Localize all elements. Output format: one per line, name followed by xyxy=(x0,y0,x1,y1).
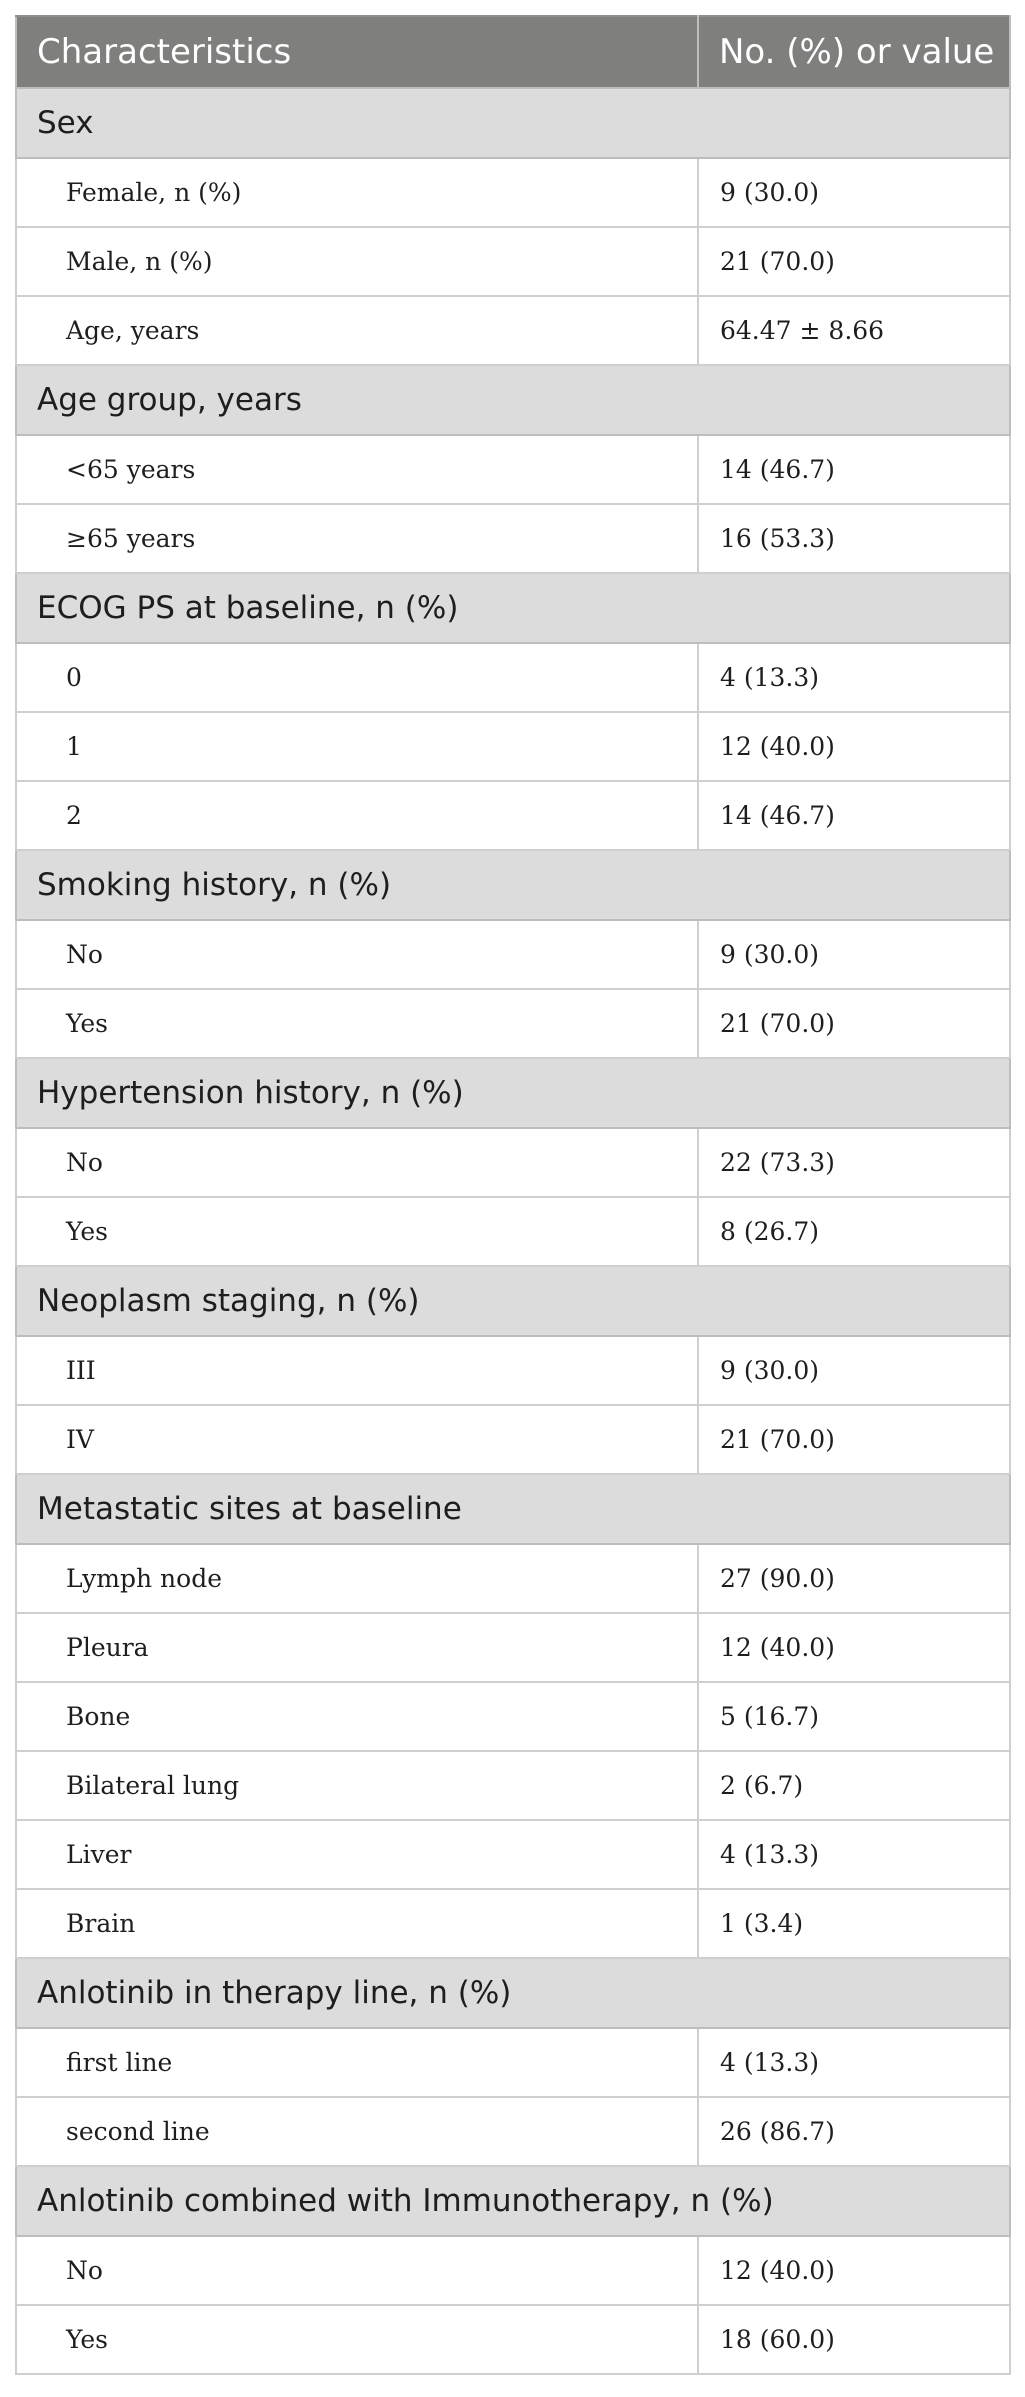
group-title: Metastatic sites at baseline xyxy=(16,1474,1010,1544)
table-row xyxy=(16,435,1010,504)
row-value: 12 (40.0) xyxy=(698,712,1010,781)
table-body xyxy=(16,88,1010,2374)
row-label: III xyxy=(16,1336,698,1405)
group-row xyxy=(16,1266,1010,1336)
row-value: 2 (6.7) xyxy=(698,1751,1010,1820)
row-value: 21 (70.0) xyxy=(698,989,1010,1058)
row-value: 21 (70.0) xyxy=(698,227,1010,296)
table-row xyxy=(16,781,1010,850)
table-row xyxy=(16,1544,1010,1613)
table-row xyxy=(16,1613,1010,1682)
table-row xyxy=(16,1820,1010,1889)
group-row xyxy=(16,1958,1010,2028)
group-row xyxy=(16,573,1010,643)
table-row xyxy=(16,643,1010,712)
row-label: Female, n (%) xyxy=(16,158,698,227)
table-header-row xyxy=(16,16,1010,88)
row-value: 26 (86.7) xyxy=(698,2097,1010,2166)
row-label: 0 xyxy=(16,643,698,712)
table-row xyxy=(16,2236,1010,2305)
table-row xyxy=(16,158,1010,227)
row-value: 9 (30.0) xyxy=(698,1336,1010,1405)
characteristics-table-container xyxy=(15,15,1009,2375)
row-value: 5 (16.7) xyxy=(698,1682,1010,1751)
group-title: Anlotinib in therapy line, n (%) xyxy=(16,1958,1010,2028)
group-row xyxy=(16,1058,1010,1128)
row-label: Yes xyxy=(16,989,698,1058)
table-row xyxy=(16,712,1010,781)
row-label: Bone xyxy=(16,1682,698,1751)
row-value: 16 (53.3) xyxy=(698,504,1010,573)
group-row xyxy=(16,850,1010,920)
row-label: Pleura xyxy=(16,1613,698,1682)
header-characteristics: Characteristics xyxy=(16,16,698,88)
row-label: 1 xyxy=(16,712,698,781)
row-value: 8 (26.7) xyxy=(698,1197,1010,1266)
group-title: Smoking history, n (%) xyxy=(16,850,1010,920)
group-row xyxy=(16,365,1010,435)
group-title: Anlotinib combined with Immunotherapy, n (%) xyxy=(16,2166,1010,2236)
table-row xyxy=(16,296,1010,365)
table-row xyxy=(16,1405,1010,1474)
row-label: Lymph node xyxy=(16,1544,698,1613)
row-value: 18 (60.0) xyxy=(698,2305,1010,2374)
row-value: 4 (13.3) xyxy=(698,1820,1010,1889)
row-value: 4 (13.3) xyxy=(698,2028,1010,2097)
table-row xyxy=(16,1682,1010,1751)
table-row xyxy=(16,504,1010,573)
row-label: ≥65 years xyxy=(16,504,698,573)
row-label: Bilateral lung xyxy=(16,1751,698,1820)
row-label: Age, years xyxy=(16,296,698,365)
row-label: <65 years xyxy=(16,435,698,504)
row-value: 9 (30.0) xyxy=(698,158,1010,227)
table-row xyxy=(16,2305,1010,2374)
row-label: IV xyxy=(16,1405,698,1474)
table-row xyxy=(16,2097,1010,2166)
row-value: 22 (73.3) xyxy=(698,1128,1010,1197)
group-row xyxy=(16,2166,1010,2236)
group-title: Sex xyxy=(16,88,1010,158)
group-title: Age group, years xyxy=(16,365,1010,435)
row-value: 21 (70.0) xyxy=(698,1405,1010,1474)
row-value: 4 (13.3) xyxy=(698,643,1010,712)
characteristics-table xyxy=(15,15,1011,2375)
row-label: first line xyxy=(16,2028,698,2097)
row-label: second line xyxy=(16,2097,698,2166)
row-value: 14 (46.7) xyxy=(698,781,1010,850)
group-title: ECOG PS at baseline, n (%) xyxy=(16,573,1010,643)
table-row xyxy=(16,1128,1010,1197)
group-title: Hypertension history, n (%) xyxy=(16,1058,1010,1128)
row-value: 14 (46.7) xyxy=(698,435,1010,504)
row-value: 64.47 ± 8.66 xyxy=(698,296,1010,365)
table-row xyxy=(16,989,1010,1058)
group-title: Neoplasm staging, n (%) xyxy=(16,1266,1010,1336)
table-row xyxy=(16,2028,1010,2097)
row-value: 27 (90.0) xyxy=(698,1544,1010,1613)
header-value: No. (%) or value xyxy=(698,16,1010,88)
row-label: No xyxy=(16,1128,698,1197)
row-label: Male, n (%) xyxy=(16,227,698,296)
table-row xyxy=(16,227,1010,296)
table-row xyxy=(16,1197,1010,1266)
row-value: 12 (40.0) xyxy=(698,2236,1010,2305)
row-label: No xyxy=(16,920,698,989)
table-row xyxy=(16,920,1010,989)
group-row xyxy=(16,88,1010,158)
row-value: 9 (30.0) xyxy=(698,920,1010,989)
row-value: 1 (3.4) xyxy=(698,1889,1010,1958)
row-label: Yes xyxy=(16,1197,698,1266)
table-row xyxy=(16,1889,1010,1958)
table-row xyxy=(16,1751,1010,1820)
row-value: 12 (40.0) xyxy=(698,1613,1010,1682)
row-label: No xyxy=(16,2236,698,2305)
row-label: 2 xyxy=(16,781,698,850)
table-row xyxy=(16,1336,1010,1405)
row-label: Liver xyxy=(16,1820,698,1889)
row-label: Brain xyxy=(16,1889,698,1958)
row-label: Yes xyxy=(16,2305,698,2374)
group-row xyxy=(16,1474,1010,1544)
